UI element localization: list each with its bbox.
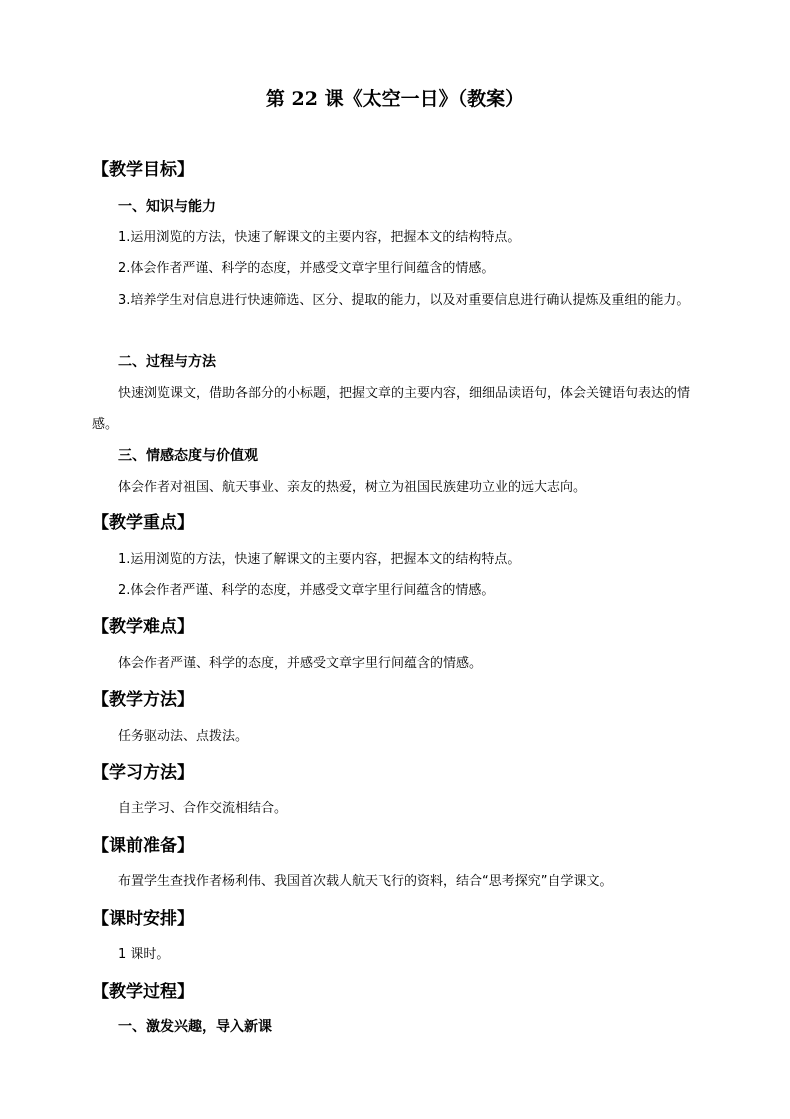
method-text: 任务驱动法、点拨法。 [118, 729, 249, 744]
goal-item-3: 3.培养学生对信息进行快速筛选、区分、提取的能力，以及对重要信息进行确认提炼及重组的能力。 [118, 293, 690, 308]
page-title: 第 22 课《太空一日》（教案） [265, 88, 525, 110]
process-method-text: 快速浏览课文，借助各部分的小标题，把握文章的主要内容，细细品读语句，体会关键语句表达的情感。 [92, 386, 691, 432]
focus-item-1: 1.运用浏览的方法，快速了解课文的主要内容，把握本文的结构特点。 [118, 552, 521, 567]
subheading-process-method: 二、过程与方法 [118, 354, 216, 370]
subheading-stimulate-interest: 一、激发兴趣，导入新课 [118, 1019, 272, 1035]
heading-teaching-goals: 【教学目标】 [92, 160, 194, 180]
subheading-emotion-values: 三、情感态度与价值观 [118, 448, 258, 464]
preparation-text: 布置学生查找作者杨利伟、我国首次载人航天飞行的资料，结合“思考探究”自学课文。 [118, 874, 613, 889]
heading-preparation: 【课前准备】 [92, 836, 194, 856]
heading-teaching-process: 【教学过程】 [92, 982, 194, 1002]
heading-teaching-method: 【教学方法】 [92, 690, 194, 710]
heading-teaching-focus: 【教学重点】 [92, 513, 194, 533]
difficulty-text: 体会作者严谨、科学的态度，并感受文章字里行间蕴含的情感。 [118, 656, 483, 671]
focus-item-2: 2.体会作者严谨、科学的态度，并感受文章字里行间蕴含的情感。 [118, 583, 495, 598]
heading-schedule: 【课时安排】 [92, 909, 194, 929]
heading-learning-method: 【学习方法】 [92, 763, 194, 783]
schedule-text: 1 课时。 [118, 947, 170, 962]
emotion-values-text: 体会作者对祖国、航天事业、亲友的热爱，树立为祖国民族建功立业的远大志向。 [118, 480, 587, 495]
goal-item-1: 1.运用浏览的方法，快速了解课文的主要内容，把握本文的结构特点。 [118, 230, 521, 245]
subheading-knowledge-ability: 一、知识与能力 [118, 199, 216, 215]
goal-item-2: 2.体会作者严谨、科学的态度，并感受文章字里行间蕴含的情感。 [118, 261, 495, 276]
heading-teaching-difficulty: 【教学难点】 [92, 617, 194, 637]
learning-text: 自主学习、合作交流相结合。 [118, 801, 288, 816]
